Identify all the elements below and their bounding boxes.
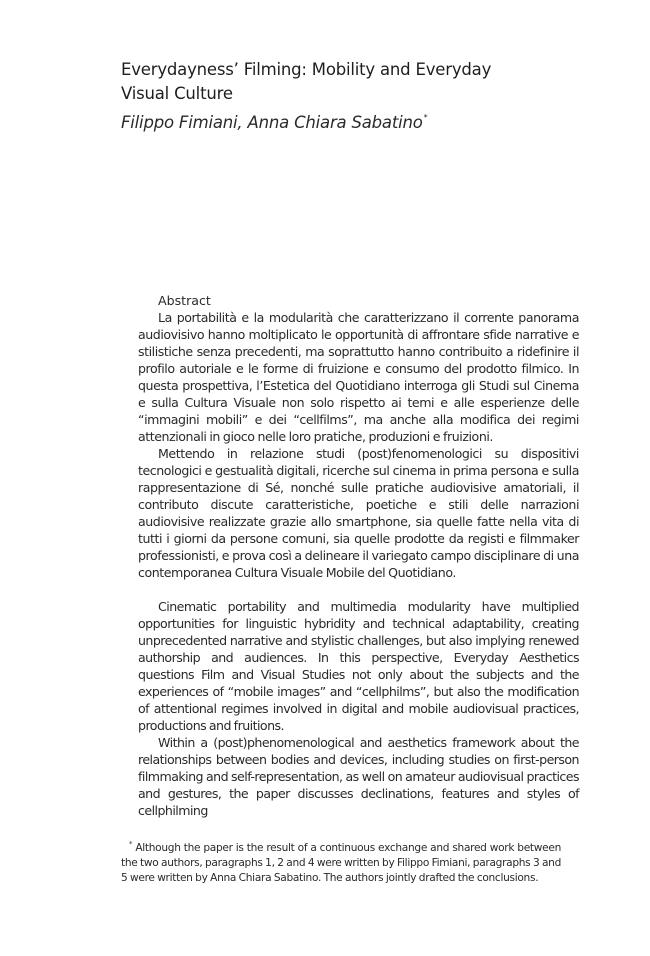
article-header	[121, 58, 561, 135]
abstract-section	[138, 292, 579, 819]
footnote-text: Although the paper is the result of a continuous exchange and shared work between the two authors, paragraphs 1, 2 and 4 were written by Filippo Fimiani, paragraphs 3 and 5 were written by Anna Chiara Sabatino. The authors jointly drafted the conclusions.	[121, 842, 561, 884]
article-title	[121, 58, 561, 106]
authors: Filippo Fimiani, Anna Chiara Sabatino	[121, 113, 423, 132]
abstract-english-paragraph-1: Cinematic portability and multimedia modularity have multiplied opportunities for linguistic hybridity and technical adaptability, creating unprecedented narrative and stylistic challenges, but also implying renewed authorship and audiences. In this perspective, Everyday Aesthetics questions Film and Visual Studies not only about the subjects and the experiences of “mobile images” and “cellphilms”, but also the modification of attentional regimes involved in digital and mobile audiovisual practices, productions and fruitions.	[138, 599, 579, 733]
author-line	[121, 106, 561, 135]
abstract-italian-paragraph-2: Mettendo in relazione studi (post)fenomenologici su dispositivi tecnologici e gestualità digitali, ricerche sul cinema in prima persona e sulla rappresentazione di Sé, nonché sulle pratiche audiovisive amatoriali, il contributo discute caratteristiche, poetiche e stili delle narrazioni audiovisive realizzate grazie allo smartphone, sia quelle fatte nella vita di tutti i giorni da persone comuni, sia quelle prodotte da registi e filmmaker professionisti, e prova così a delineare il variegato campo disciplinare di una contemporanea Cultura Visuale Mobile del Quotidiano.	[138, 446, 579, 580]
abstract-heading: Abstract	[158, 293, 211, 308]
title-line-2: Visual Culture	[121, 84, 233, 103]
footnote-marker: *	[129, 840, 133, 848]
paragraph-spacer	[138, 581, 579, 598]
title-line-1: Everydayness’ Filming: Mobility and Everyday	[121, 60, 492, 79]
footnote	[121, 837, 561, 886]
abstract-italian-paragraph-1: La portabilità e la modularità che caratterizzano il corrente panorama audiovisivo hanno moltiplicato le opportunità di affrontare sfide narrative e stilistiche senza precedenti, ma soprattutto hanno contribuito a ridefinire il profilo autoriale e le forme di fruizione e consumo del prodotto filmico. In questa prospettiva, l’Estetica del Quotidiano interroga gli Studi sul Cinema e sulla Cultura Visuale non solo rispetto ai temi e alle esperienze delle “immagini mobili” e dei “cellfilms”, ma anche alla modifica dei regimi attenzionali in gioco nelle loro pratiche, produzioni e fruizioni.	[138, 310, 579, 444]
author-footnote-marker: *	[423, 113, 428, 122]
abstract-english-paragraph-2: Within a (post)phenomenological and aesthetics framework about the relationships between bodies and devices, including studies on first-person filmmaking and self-representation, as well on amateur audiovisual practices and gestures, the paper discusses declinations, features and styles of cellphilming	[138, 735, 579, 818]
footnote-paragraph	[121, 837, 561, 886]
